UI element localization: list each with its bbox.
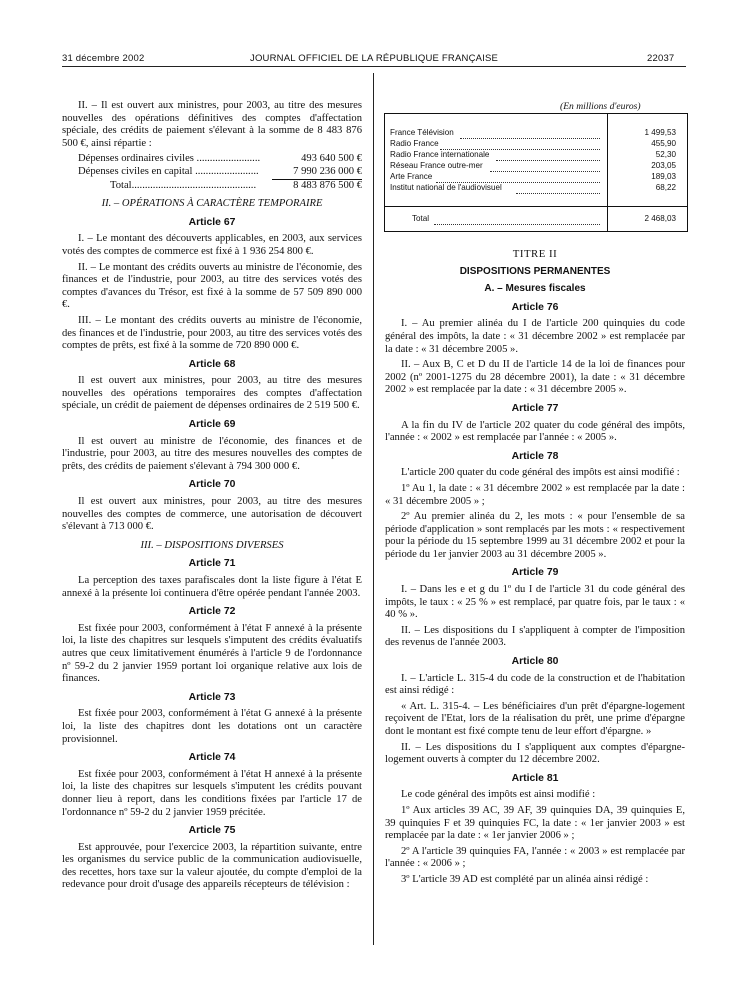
journal-title: JOURNAL OFFICIEL DE LA RÉPUBLIQUE FRANÇAISE bbox=[250, 53, 499, 64]
table-row bbox=[390, 183, 682, 193]
table-row-label: Arte France bbox=[390, 172, 433, 181]
paragraph: 1º Aux articles 39 AC, 39 AF, 39 quinquies DA, 39 quinquies E, 39 quinquies F et 39 quinquies FC, la date : « 1er janvier 2003 » est remplacée par la date : « 1er janvier 2006 » ; bbox=[385, 804, 685, 842]
paragraph: Est fixée pour 2003, conformément à l'état H annexé à la présente loi, la liste des chapitres sur lesquels s'imputent les crédits pouvant donner lieu à report, dans les conditions fixées par l'article 17 de l'ordonnance nº 59-2 du 2 janvier 1959 précitée. bbox=[62, 768, 362, 818]
article-heading: Article 80 bbox=[511, 656, 559, 668]
table-row-label: Institut national de l'audiovisuel bbox=[390, 183, 502, 192]
paragraph: 3º L'article 39 AD est complété par un alinéa ainsi rédigé : bbox=[401, 873, 649, 885]
total-value: 8 483 876 500 € bbox=[293, 179, 362, 191]
table-row-label: Radio France internationale bbox=[390, 150, 490, 159]
leader-dots bbox=[460, 128, 600, 139]
total-row bbox=[62, 180, 362, 193]
total-label: Total............................................... bbox=[110, 179, 257, 191]
paragraph: I. – L'article L. 315-4 du code de la construction et de l'habitation est ainsi rédigé : bbox=[385, 672, 685, 697]
amount-label: Dépenses civiles en capital ........................ bbox=[78, 165, 259, 177]
leader-dots bbox=[490, 161, 600, 172]
paragraph: I. – Dans les e et g du 1º du I de l'article 31 du code général des impôts, le taux : « 25 % » est remplacé, par quatre fois, par le taux : « 40 % ». bbox=[385, 584, 685, 621]
amount-label: Dépenses ordinaires civiles ........................ bbox=[78, 153, 261, 165]
paragraph: Est approuvée, pour l'exercice 2003, la répartition suivante, entre les organismes du service public de la communication audiovisuelle, des recettes, hors taxe sur la valeur ajoutée, du compte d'emploi de la redevance pour droit d'usage des appareils récepteurs de télévision : bbox=[62, 841, 362, 891]
paragraph: 2º Au premier alinéa du 2, les mots : « pour l'ensemble de sa période d'application » sont remplacés par les mots : « respectivement pour la période du 15 septembre 1999 au 31 décembre 2002 et pour la période du 1er janvier 2003 au 31 décembre 2005 ». bbox=[385, 511, 685, 560]
table-row bbox=[390, 128, 682, 138]
table-row bbox=[390, 161, 682, 171]
article-heading: Article 67 bbox=[188, 216, 236, 228]
amount-value: 493 640 500 € bbox=[301, 153, 362, 165]
paragraph: II. – Le montant des crédits ouverts au ministre de l'économie, des finances et de l'industrie, pour 2003, au titre des services votés des comptes d'avances du Trésor, est fixé à la somme de 57 509 890 000 €. bbox=[62, 261, 362, 311]
table-row-label: Réseau France outre-mer bbox=[390, 161, 483, 170]
paragraph: Il est ouvert aux ministres, pour 2003, au titre des mesures nouvelles des comptes de commerce, une autorisation de découvert s'élevant à 713 000 €. bbox=[62, 496, 362, 533]
header-date: 31 décembre 2002 bbox=[62, 53, 145, 64]
paragraph: II. – Les dispositions du I s'appliquent à compter de l'imposition des revenus de l'année 2003. bbox=[385, 624, 685, 649]
paragraph: II. – Aux B, C et D du II de l'article 14 de la loi de finances pour 2002 (nº 2001-1275 du 28 décembre 2001), la date : « 31 décembre 2002 » est remplacée par la date : « 31 décembre 2005 ». bbox=[385, 359, 685, 396]
paragraph: « Art. L. 315-4. – Les bénéficiaires d'un prêt d'épargne-logement reçoivent de l'Etat, lors de la réalisation du prêt, une prime d'épargne dont le montant est fixé compte tenu de leur effort d'épargne. » bbox=[385, 700, 685, 737]
leader-dots bbox=[516, 183, 600, 194]
section-heading: III. – DISPOSITIONS DIVERSES bbox=[140, 539, 284, 551]
leader-dots bbox=[436, 172, 600, 183]
leader-dots bbox=[496, 150, 600, 161]
table-row bbox=[390, 150, 682, 160]
paragraph: II. – Les dispositions du I s'appliquent aux comptes d'épargne-logement ouverts à compter du 12 décembre 2002. bbox=[385, 741, 685, 766]
table-total-label: Total bbox=[412, 214, 430, 223]
titre-heading: TITRE II bbox=[512, 248, 558, 260]
amount-row bbox=[62, 153, 362, 166]
left-column bbox=[62, 100, 362, 895]
article-heading: Article 81 bbox=[511, 772, 559, 784]
paragraph: I. – Au premier alinéa du I de l'article 200 quinquies du code général des impôts, la date : « 31 décembre 2002 » est remplacée par la date : « 31 décembre 2005 ». bbox=[385, 318, 685, 355]
table-row-value: 189,03 bbox=[651, 172, 676, 181]
table-row-label: Radio France bbox=[390, 139, 439, 148]
amount-value: 7 990 236 000 € bbox=[272, 166, 362, 180]
paragraph: A la fin du IV de l'article 202 quater du code général des impôts, l'année : « 2002 » est remplacée par l'année : « 2005 ». bbox=[385, 419, 685, 444]
intro-paragraph: II. – Il est ouvert aux ministres, pour 2003, au titre des mesures nouvelles des opérations définitives des comptes d'affectation spéciale, des crédits de paiement s'élevant à la somme de 8 483 876 500 €, ainsi répartie : bbox=[62, 100, 362, 149]
paragraph: 1º Au 1, la date : « 31 décembre 2002 » est remplacée par la date : « 31 décembre 2005 » ; bbox=[385, 482, 685, 507]
article-heading: Article 79 bbox=[511, 567, 559, 579]
allocation-table bbox=[384, 113, 688, 232]
article-heading: Article 69 bbox=[188, 419, 236, 431]
article-heading: Article 71 bbox=[188, 558, 236, 570]
table-total-value: 2 468,03 bbox=[644, 214, 676, 223]
leader-dots bbox=[434, 214, 600, 225]
header-rule bbox=[62, 66, 686, 67]
article-heading: Article 75 bbox=[188, 825, 236, 837]
table-row-value: 1 499,53 bbox=[644, 128, 676, 137]
paragraph: 2º A l'article 39 quinquies FA, l'année : « 2003 » est remplacée par l'année : « 2006 » ; bbox=[385, 845, 685, 870]
page-number: 22037 bbox=[647, 53, 675, 64]
article-heading: Article 76 bbox=[511, 301, 559, 313]
paragraph: Est fixée pour 2003, conformément à l'état G annexé à la présente loi, la liste des chapitres dont les dotations ont un caractère provisionnel. bbox=[62, 708, 362, 745]
paragraph: L'article 200 quater du code général des impôts est ainsi modifié : bbox=[401, 467, 680, 479]
article-heading: Article 72 bbox=[188, 606, 236, 618]
table-row-label: France Télévision bbox=[390, 128, 454, 137]
paragraph: I. – Le montant des découverts applicables, en 2003, aux services votés des comptes de commerce est fixé à 1 936 254 800 €. bbox=[62, 233, 362, 257]
table-row-value: 455,90 bbox=[651, 139, 676, 148]
paragraph: Est fixée pour 2003, conformément à l'état F annexé à la présente loi, la liste des chapitres sur lesquels s'imputent des crédits évaluatifs autres que ceux limitativement énumérés à l'article 9 de l'ordonnance nº 59-2 du 2 janvier 1959 portant loi organique relative aux lois de finances. bbox=[62, 622, 362, 685]
article-heading: Article 70 bbox=[188, 479, 236, 491]
paragraph: Il est ouvert au ministre de l'économie, des finances et de l'industrie, pour 2003, au titre des mesures nouvelles des comptes de prêts, des crédits de paiement s'élevant à 794 300 000 €. bbox=[62, 435, 362, 472]
table-row bbox=[390, 139, 682, 149]
right-column bbox=[385, 246, 685, 890]
article-heading: Article 73 bbox=[188, 691, 236, 703]
paragraph: Il est ouvert aux ministres, pour 2003, au titre des mesures nouvelles des opérations temporaires des comptes d'affectation spéciale, un crédit de paiement de dépenses ordinaires de 2 519 500 €. bbox=[62, 375, 362, 412]
table-row bbox=[390, 172, 682, 182]
table-row-value: 203,05 bbox=[651, 161, 676, 170]
table-row-value: 52,30 bbox=[655, 150, 676, 159]
amount-row bbox=[62, 166, 362, 180]
article-heading: Article 74 bbox=[188, 752, 236, 764]
table-caption: (En millions d'euros) bbox=[560, 101, 641, 112]
table-row-value: 68,22 bbox=[655, 183, 676, 192]
article-heading: Article 77 bbox=[511, 402, 559, 414]
table-total-divider bbox=[385, 206, 687, 207]
article-heading: Article 78 bbox=[511, 450, 559, 462]
table-total-row bbox=[390, 214, 682, 224]
paragraph: III. – Le montant des crédits ouverts au ministre de l'économie, des finances et de l'industrie, pour 2003, au titre des services votés des comptes de prêts, est fixé à la somme de 720 890 000 €. bbox=[62, 314, 362, 352]
paragraph: Le code général des impôts est ainsi modifié : bbox=[401, 789, 596, 801]
column-divider bbox=[373, 73, 374, 945]
paragraph: La perception des taxes parafiscales dont la liste figure à l'état E annexé à la présente loi continuera d'être opérée pendant l'année 2003. bbox=[62, 575, 362, 599]
leader-dots bbox=[440, 139, 600, 150]
subsection-heading: A. – Mesures fiscales bbox=[484, 283, 586, 295]
section-heading: II. – OPÉRATIONS À CARACTÈRE TEMPORAIRE bbox=[101, 198, 323, 210]
dispositions-heading: DISPOSITIONS PERMANENTES bbox=[459, 265, 611, 277]
article-heading: Article 68 bbox=[188, 358, 236, 370]
